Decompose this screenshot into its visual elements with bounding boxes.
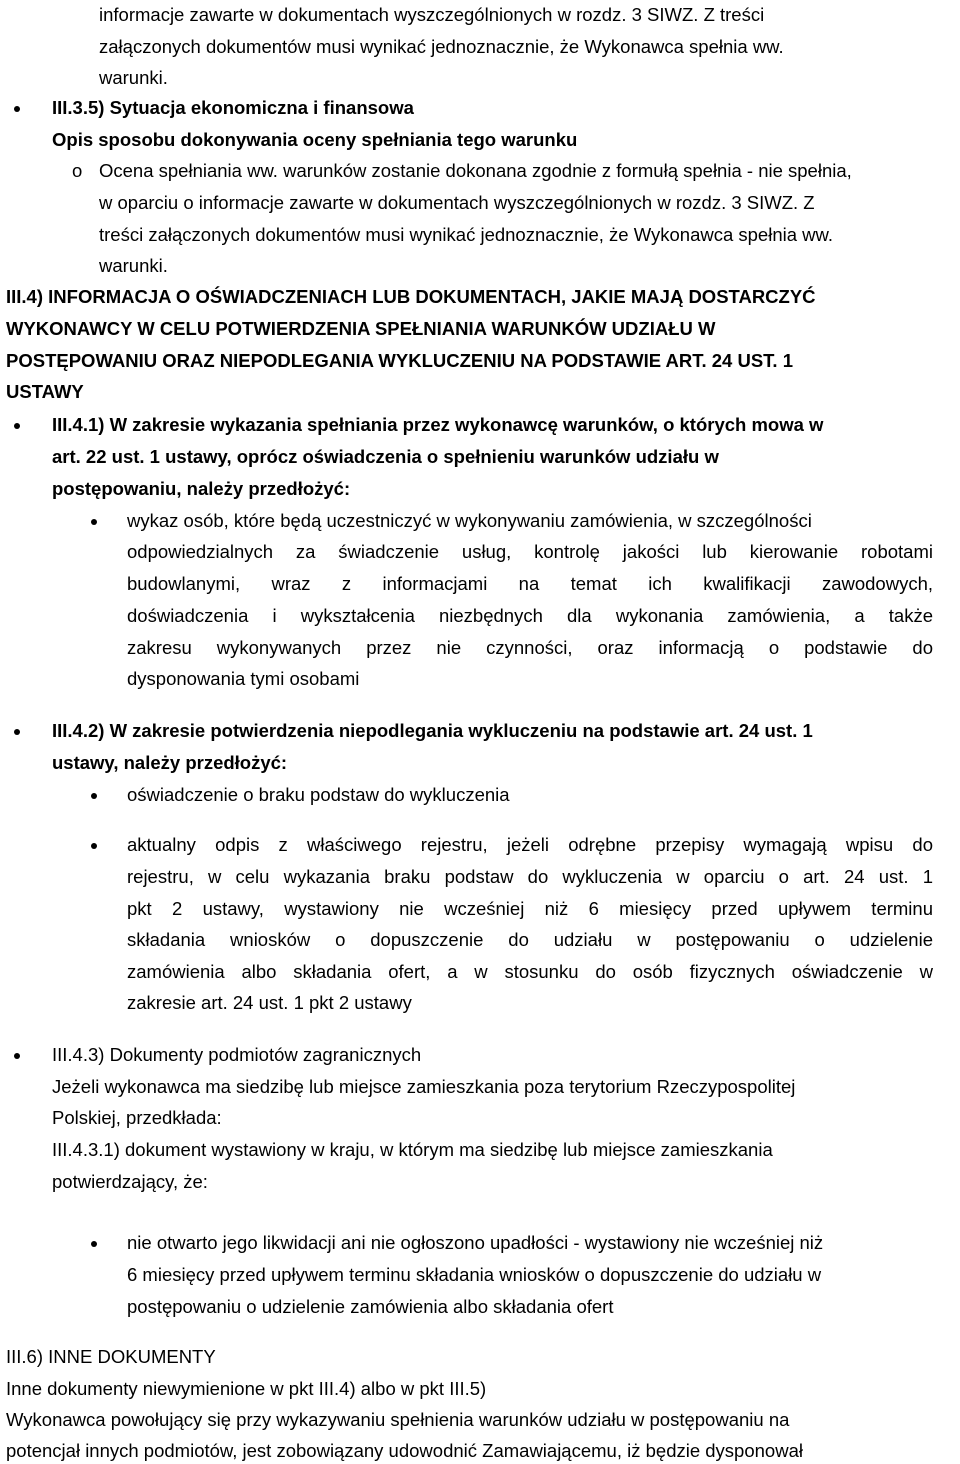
section-341-item-line-2: odpowiedzialnych za świadczenie usług, kontrolę jakości lub kierowanie robotami xyxy=(127,541,933,562)
section-343-item-line-2: 6 miesięcy przed upływem terminu składania wniosków o dopuszczenie do udziału w xyxy=(127,1264,822,1285)
section-335-line-3: treści załączonych dokumentów musi wynikać jednoznacznie, że Wykonawca spełnia ww. xyxy=(99,224,834,245)
section-341-item-line-5: zakresu wykonywanych przez nie czynności, oraz informacją o podstawie do xyxy=(127,637,933,658)
section-343-line-4: III.4.3.1) dokument wystawiony w kraju, w którym ma siedzibę lub miejsce zamieszkania xyxy=(52,1139,773,1160)
bullet-icon xyxy=(91,793,97,799)
section-34-heading-3: POSTĘPOWANIU ORAZ NIEPODLEGANIA WYKLUCZENIU NA PODSTAWIE ART. 24 UST. 1 xyxy=(6,350,793,371)
section-36-line-3: potencjał innych podmiotów, jest zobowiązany udowodnić Zamawiającemu, iż będzie dysponował xyxy=(6,1440,803,1461)
section-341-item-line-4: doświadczenia i wykształcenia niezbędnych dla wykonania zamówienia, a także xyxy=(127,605,933,626)
bullet-icon xyxy=(14,106,20,112)
section-343-item-line-3: postępowaniu o udzielenie zamówienia albo składania ofert xyxy=(127,1296,614,1317)
section-342-item-1: oświadczenie o braku podstaw do wykluczenia xyxy=(127,784,510,805)
bullet-icon xyxy=(91,519,97,525)
section-335-title: III.3.5) Sytuacja ekonomiczna i finansowa xyxy=(52,97,414,118)
bullet-icon xyxy=(14,1053,20,1059)
section-335-line-1: Ocena spełniania ww. warunków zostanie dokonana zgodnie z formułą spełnia - nie spełnia, xyxy=(99,160,852,181)
section-335-subtitle: Opis sposobu dokonywania oceny spełniania tego warunku xyxy=(52,129,578,150)
bullet-icon xyxy=(91,843,97,849)
section-341-item-line-1: wykaz osób, które będą uczestniczyć w wykonywaniu zamówienia, w szczególności xyxy=(127,510,812,531)
section-342-item-2-line-5: zamówienia albo składania ofert, a w stosunku do osób fizycznych oświadczenie w xyxy=(127,961,933,982)
section-343-line-2: Jeżeli wykonawca ma siedzibę lub miejsce zamieszkania poza terytorium Rzeczypospolitej xyxy=(52,1076,796,1097)
bullet-icon xyxy=(91,1241,97,1247)
section-341-line-3: postępowaniu, należy przedłożyć: xyxy=(52,478,351,499)
section-341-line-1: III.4.1) W zakresie wykazania spełniania przez wykonawcę warunków, o których mowa w xyxy=(52,414,824,435)
bullet-icon xyxy=(14,729,20,735)
circle-bullet-icon: o xyxy=(72,160,83,181)
section-335-line-2: w oparciu o informacje zawarte w dokumentach wyszczególnionych w rozdz. 3 SIWZ. Z xyxy=(99,192,815,213)
section-342-item-2-line-6: zakresie art. 24 ust. 1 pkt 2 ustawy xyxy=(127,992,412,1013)
section-341-line-2: art. 22 ust. 1 ustawy, oprócz oświadczenia o spełnieniu warunków udziału w xyxy=(52,446,719,467)
section-34-heading-1: III.4) INFORMACJA O OŚWIADCZENIACH LUB DOKUMENTACH, JAKIE MAJĄ DOSTARCZYĆ xyxy=(6,286,816,307)
section-342-item-2-line-3: pkt 2 ustawy, wystawiony nie wcześniej niż 6 miesięcy przed upływem terminu xyxy=(127,898,933,919)
section-342-item-2-line-1: aktualny odpis z właściwego rejestru, jeżeli odrębne przepisy wymagają wpisu do xyxy=(127,834,933,855)
section-335-line-4: warunki. xyxy=(99,255,168,276)
section-36-line-2: Wykonawca powołujący się przy wykazywaniu spełnienia warunków udziału w postępowaniu na xyxy=(6,1409,790,1430)
section-343-item-line-1: nie otwarto jego likwidacji ani nie ogłoszono upadłości - wystawiony nie wcześniej niż xyxy=(127,1232,824,1253)
top-line-1: informacje zawarte w dokumentach wyszczególnionych w rozdz. 3 SIWZ. Z treści xyxy=(99,4,765,25)
bullet-icon xyxy=(14,423,20,429)
section-341-item-line-6: dysponowania tymi osobami xyxy=(127,668,360,689)
section-343-line-1: III.4.3) Dokumenty podmiotów zagranicznych xyxy=(52,1044,422,1065)
section-34-heading-4: USTAWY xyxy=(6,381,84,402)
section-36-line-1: Inne dokumenty niewymienione w pkt III.4) albo w pkt III.5) xyxy=(6,1378,487,1399)
top-line-2: załączonych dokumentów musi wynikać jednoznacznie, że Wykonawca spełnia ww. xyxy=(99,36,784,57)
section-342-item-2-line-4: składania wniosków o dopuszczenie do udziału w postępowaniu o udzielenie xyxy=(127,929,933,950)
section-343-line-5: potwierdzający, że: xyxy=(52,1171,208,1192)
section-34-heading-2: WYKONAWCY W CELU POTWIERDZENIA SPEŁNIANIA WARUNKÓW UDZIAŁU W xyxy=(6,318,716,339)
section-36-heading: III.6) INNE DOKUMENTY xyxy=(6,1346,216,1367)
section-343-line-3: Polskiej, przedkłada: xyxy=(52,1107,222,1128)
section-342-item-2-line-2: rejestru, w celu wykazania braku podstaw do wykluczenia w oparciu o art. 24 ust. 1 xyxy=(127,866,933,887)
section-342-line-2: ustawy, należy przedłożyć: xyxy=(52,752,288,773)
top-line-3: warunki. xyxy=(99,67,168,88)
section-341-item-line-3: budowlanymi, wraz z informacjami na temat ich kwalifikacji zawodowych, xyxy=(127,573,933,594)
section-342-line-1: III.4.2) W zakresie potwierdzenia niepodlegania wykluczeniu na podstawie art. 24 ust. 1 xyxy=(52,720,813,741)
